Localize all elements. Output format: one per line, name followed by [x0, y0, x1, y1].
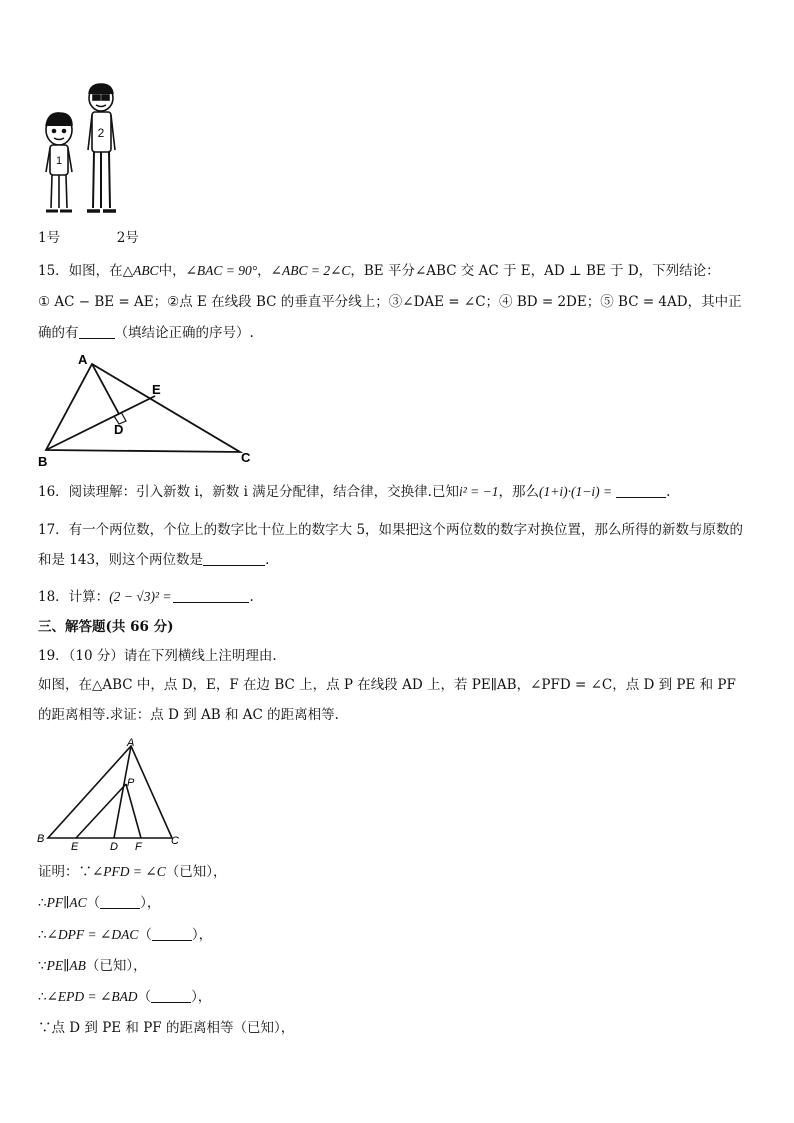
fig15-label-B: B — [38, 454, 48, 469]
proof-line-5: ∴∠EPD = ∠BAD（ ）， — [38, 989, 212, 1005]
q16-line: 16．阅读理解：引入新数 i，新数 i 满足分配律，结合律，交换律.已知i² = −1，那么(1+i)·(1−i) = . — [38, 484, 671, 500]
answer-blank[interactable] — [79, 325, 115, 339]
reason-blank[interactable] — [100, 895, 140, 909]
q19-line-2: 如图，在△ABC 中，点 D，E，F 在边 BC 上，点 P 在线段 AD 上，若 PE∥AB，∠PFD = ∠C，点 D 到 PE 和 PF — [38, 677, 736, 693]
q15-line-2: ① AC − BE = AE；②点 E 在线段 BC 的垂直平分线上；③∠DAE = ∠C；④ BD = 2DE；⑤ BC = 4AD，其中正 — [38, 294, 742, 310]
q15-line-3: 确的有 （填结论正确的序号）. — [38, 325, 254, 341]
label-person-2: 2号 — [116, 230, 139, 246]
fig15-label-A: A — [78, 354, 88, 367]
q17-line-1: 17．有一个两位数，个位上的数字比十位上的数字大 5，如果把这个两位数的数字对换位置，那么所得的新数与原数的 — [38, 522, 744, 538]
fig19-label-D: D — [110, 841, 118, 853]
fig19-label-E: E — [71, 841, 79, 853]
q19-line-3: 的距离相等.求证：点 D 到 AB 和 AC 的距离相等. — [38, 707, 339, 723]
person-1-shirt-number: 1 — [55, 155, 63, 167]
q15-line-1: 15．如图，在△ABC中，∠BAC = 90°，∠ABC = 2∠C，BE 平分∠ABC 交 AC 于 E，AD ⊥ BE 于 D，下列结论： — [38, 263, 720, 279]
fig19-label-C: C — [171, 835, 179, 847]
fig19-label-B: B — [37, 833, 45, 845]
proof-line-3: ∴∠DPF = ∠DAC（ ）， — [38, 927, 213, 943]
fig19-label-A: A — [127, 737, 135, 749]
triangle-figure-15 — [34, 354, 264, 470]
person-1 — [46, 113, 72, 211]
person-2 — [87, 84, 116, 211]
proof-line-2: ∴PF∥AC（ ）， — [38, 895, 161, 911]
reason-blank[interactable] — [151, 989, 191, 1003]
answer-blank[interactable] — [173, 589, 249, 603]
q18-line: 18．计算：(2 − √3)² = . — [38, 589, 254, 605]
people-figure — [36, 80, 126, 220]
people-labels — [38, 229, 139, 247]
fig19-label-P: P — [127, 777, 135, 789]
fig15-label-E: E — [152, 382, 161, 397]
q17-line-2: 和是 143，则这个两位数是 . — [38, 552, 270, 568]
fig19-label-F: F — [135, 841, 142, 853]
proof-line-6: ∵点 D 到 PE 和 PF 的距离相等（已知）， — [38, 1020, 295, 1036]
q19-line-1: 19．（10 分）请在下列横线上注明理由. — [38, 648, 277, 664]
triangle-figure-19 — [34, 734, 184, 854]
proof-line-1: 证明：∵∠PFD = ∠C（已知）， — [38, 864, 227, 880]
answer-blank[interactable] — [616, 484, 666, 498]
reason-blank[interactable] — [152, 927, 192, 941]
section-3-heading: 三、解答题(共 66 分) — [38, 619, 174, 635]
answer-blank[interactable] — [203, 552, 265, 566]
label-person-1: 1号 — [38, 230, 61, 246]
person-2-shirt-number: 2 — [97, 126, 105, 140]
proof-line-4: ∵PE∥AB（已知）， — [38, 958, 147, 974]
fig15-label-C: C — [241, 450, 251, 465]
fig15-label-D: D — [114, 422, 124, 437]
